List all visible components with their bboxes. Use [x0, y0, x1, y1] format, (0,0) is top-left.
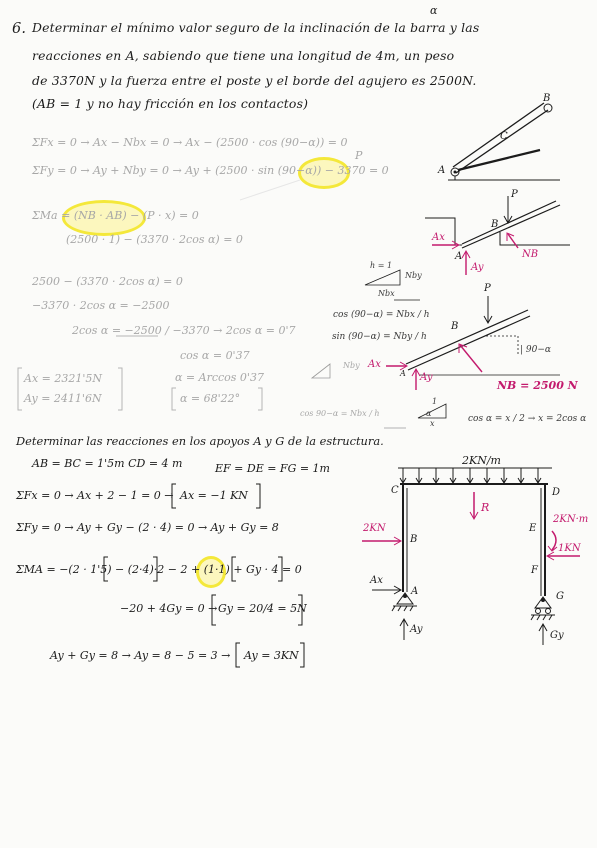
fig2-force-right: 1KN — [558, 543, 581, 554]
p7-equation-ay: Ay + Gy = 8 → Ay = 8 − 5 = 3 → — [50, 649, 231, 662]
nb-value: NB = 2500 N — [497, 379, 578, 392]
fig1-label-a: A — [438, 165, 446, 176]
note-90-alpha: | 90−α — [520, 345, 551, 355]
note-x: x — [430, 419, 435, 428]
problem-7-statement: Determinar las reacciones en los apoyos A y G de la estructura. — [16, 434, 384, 448]
dims-line-1: AB = BC = 1'5m CD = 4 m — [32, 457, 183, 470]
problem-number: 6. — [12, 21, 27, 37]
fig3-label-ax: Ax — [368, 359, 381, 370]
ay-result: Ay = 2411'6N — [24, 392, 102, 405]
problem-6-line-1: Determinar el mínimo valor seguro de la inclinación de la barra y las — [32, 20, 480, 35]
alpha-equation: α = Arccos 0'37 — [175, 371, 264, 384]
note-sin: sin (90−α) = Nby / h — [332, 332, 427, 342]
fig2-ay-label: Ay — [410, 624, 423, 635]
highlighted-term-1x1: (1·1) — [203, 563, 230, 576]
fig2-label-ay: Ay — [471, 262, 484, 273]
note-h: h = 1 — [370, 261, 393, 270]
term-2x4x2: (2·4)·2 — [127, 563, 165, 576]
fig2-gy-label: Gy — [550, 630, 564, 641]
p7-equation-gy: −20 + 4Gy = 0 → — [120, 602, 218, 615]
fig2-node-a: A — [411, 586, 419, 597]
fig2-moment: 2KN·m — [553, 514, 589, 525]
highlighted-term: (90−α) — [277, 164, 317, 177]
fig2-label-a: A — [455, 251, 463, 262]
fig2-label-p: P — [511, 189, 518, 200]
p7-equation-fy: ΣFy = 0 → Ay + Gy − (2 · 4) = 0 → Ay + Gy = 8 — [16, 521, 279, 534]
alpha-result: α = 68'22° — [180, 392, 241, 405]
fig3-label-p: P — [484, 283, 491, 294]
alpha-mark: α — [430, 4, 438, 17]
term-gy4: Gy · 4 — [246, 563, 279, 576]
fig3-label-a: A — [400, 369, 406, 378]
p7-equation-fx: ΣFx = 0 → Ax + 2 − 1 = 0 → — [16, 489, 174, 502]
p7-ax-result: Ax = −1 KN — [180, 489, 248, 502]
ax-result: Ax = 2321'5N — [24, 372, 102, 385]
fig2-node-e: E — [529, 523, 537, 534]
problem-6-line-3: de 3370N y la fuerza entre el poste y el borde del agujero es 2500N. — [32, 73, 477, 88]
p7-gy-result: Gy = 20/4 = 5N — [218, 602, 307, 615]
step-4: cos α = 0'37 — [180, 349, 250, 362]
p7-ay-result: Ay = 3KN — [244, 649, 299, 662]
fig2-load-label: 2KN/m — [462, 454, 501, 467]
note-nby-faint: Nby — [343, 361, 360, 370]
problem-6-line-2: reacciones en A, sabiendo que tiene una longitud de 4m, un peso — [32, 48, 455, 63]
fig2-label-b: B — [491, 219, 499, 230]
fig2-node-b: B — [410, 534, 418, 545]
fig2-node-d: D — [552, 487, 561, 498]
fig1-label-b: B — [543, 93, 551, 104]
dims-line-2: EF = DE = FG = 1m — [215, 462, 330, 475]
note-alpha: α — [426, 409, 432, 418]
equation-sum-fx: ΣFx = 0 → Ax − Nbx = 0 → Ax − (2500 · cos (90−α)) = 0 — [32, 136, 348, 149]
highlighted-term-nb: (NB · AB) — [73, 209, 127, 222]
note-cos-90: cos 90−α = Nbx / h — [300, 409, 380, 418]
fig2-node-f: F — [531, 565, 538, 576]
p7-equation-ma: ΣMA = −(2 · 1'5) − (2·4)·2 − 2 + (1·1) + Gy · 4 = 0 — [16, 563, 302, 576]
p-mark: P — [355, 149, 363, 162]
note-cos-alpha: cos α = x / 2 → x = 2cos α — [468, 414, 587, 424]
equation-sum-ma-substituted: (2500 · 1) − (3370 · 2cos α) = 0 — [66, 233, 243, 246]
fig2-node-g: G — [556, 591, 564, 602]
step-1: 2500 − (3370 · 2cos α) = 0 — [32, 275, 183, 288]
fig2-ax-label: Ax — [370, 575, 383, 586]
step-3: 2cos α = −2500 / −3370 → 2cos α = 0'7 — [72, 324, 296, 337]
fig3-label-b: B — [451, 321, 459, 332]
fig2-r-label: R — [481, 501, 490, 514]
fig2-label-ax: Ax — [432, 232, 445, 243]
step-2: −3370 · 2cos α = −2500 — [32, 299, 170, 312]
note-nbx: Nbx — [378, 289, 395, 298]
fig1-label-c: C — [500, 131, 508, 142]
equation-sum-ma: ΣMa = (NB · AB) − (P · x) = 0 — [32, 209, 199, 222]
fig2-label-nb: NB — [522, 249, 539, 260]
fig3-label-ay: Ay — [420, 372, 433, 383]
note-cos: cos (90−α) = Nbx / h — [333, 310, 430, 320]
problem-6-line-4: (AB = 1 y no hay fricción en los contactos) — [32, 96, 309, 111]
fig2-node-c: C — [391, 485, 399, 496]
fig2-force-left: 2KN — [363, 523, 386, 534]
note-nby: Nby — [405, 271, 422, 280]
note-1: 1 — [432, 397, 438, 406]
equation-sum-fy: ΣFy = 0 → Ay + Nby = 0 → Ay + (2500 · sin (90−α)) − 3370 = 0 — [32, 164, 389, 177]
